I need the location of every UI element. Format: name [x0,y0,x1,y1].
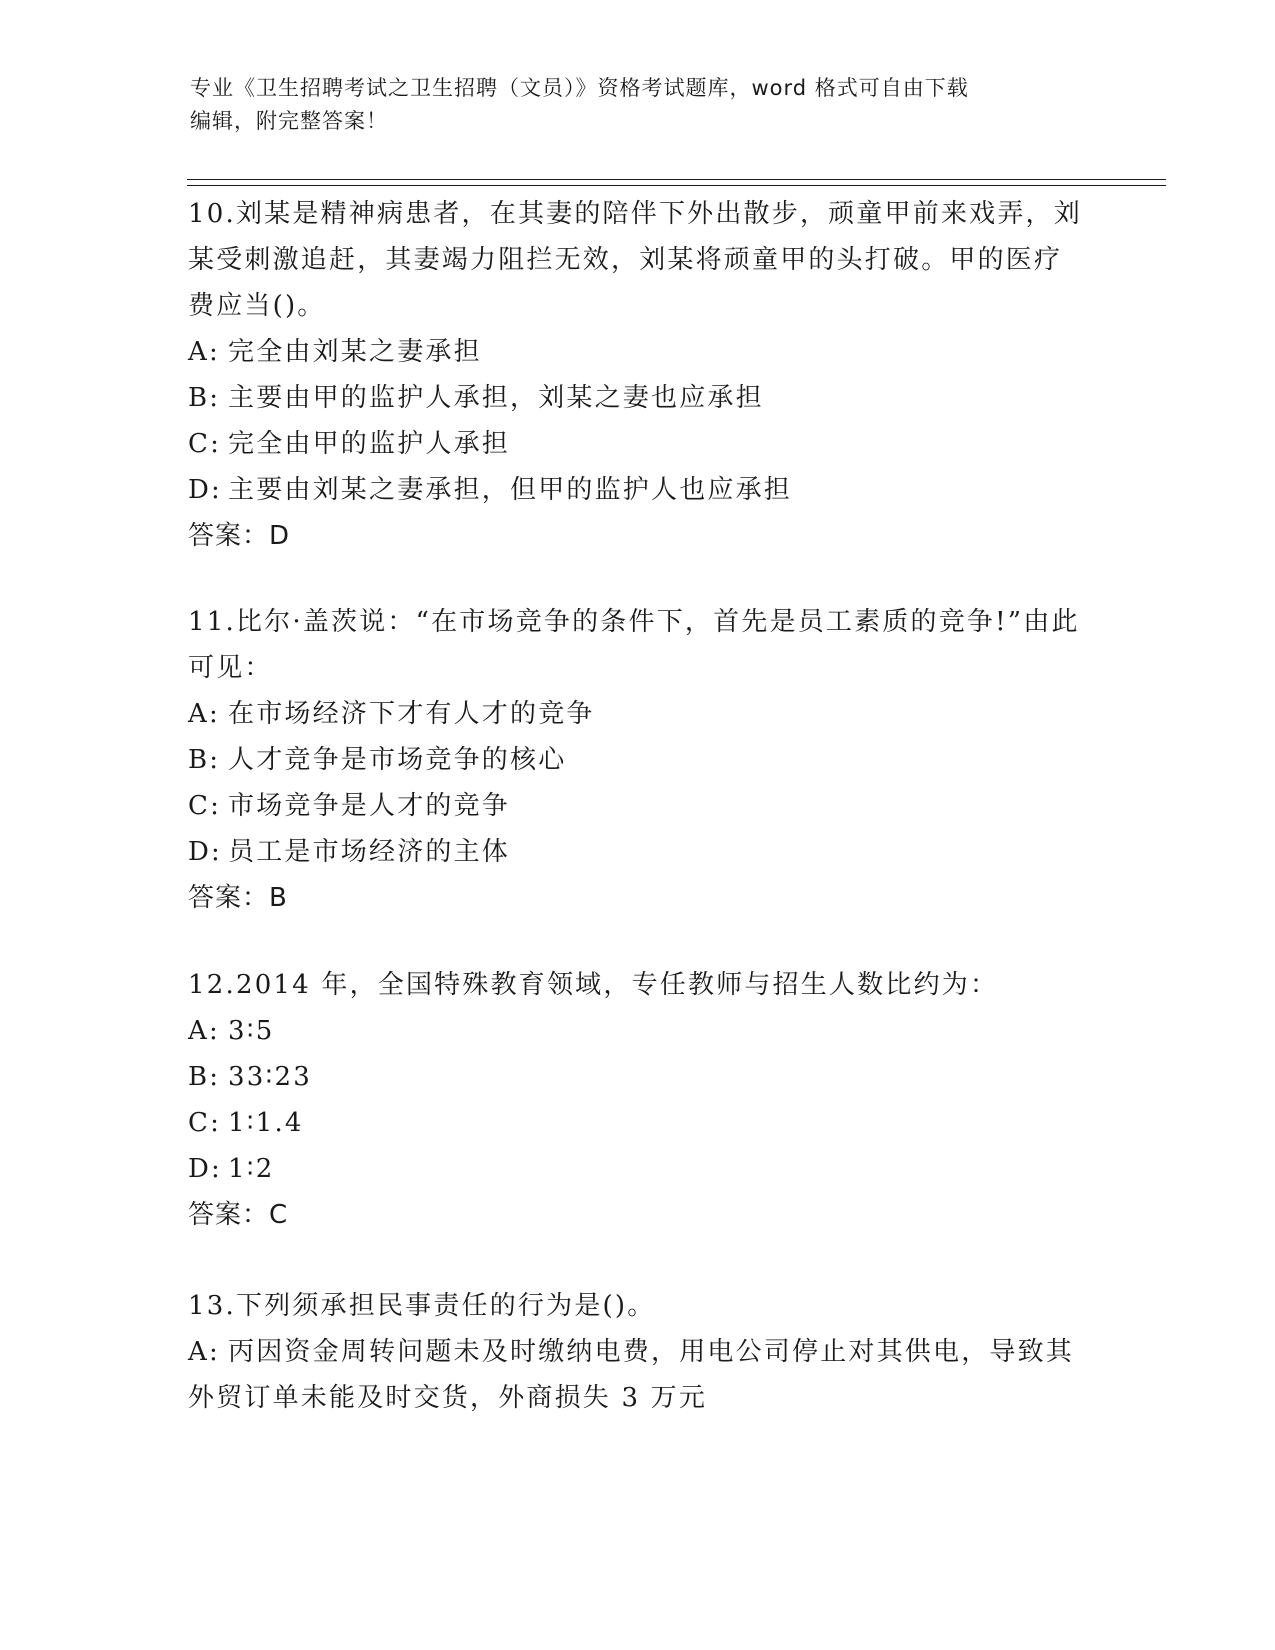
option-text: 在市场经济下才有人才的竞争 [228,699,595,729]
option-key: D: [188,475,223,505]
option-text: 主要由刘某之妻承担，但甲的监护人也应承担 [228,475,793,505]
question-stem: 11.比尔·盖茨说：“在市场竞争的条件下，首先是员工素质的竞争!”由此可见： [188,607,1080,683]
document-header [190,72,1090,138]
question-10 [188,191,1088,559]
question-stem: 12.2014 年，全国特殊教育领域，专任教师与招生人数比约为： [188,970,999,1000]
option-a [188,1008,1088,1054]
answer-line: 答案：C [188,1200,289,1230]
option-text: 完全由刘某之妻承担 [228,337,482,367]
option-text: 主要由甲的监护人承担，刘某之妻也应承担 [228,383,764,413]
option-key: A: [188,699,220,729]
option-key: D: [188,837,223,867]
option-key: B: [188,1062,221,1092]
option-text: 1∶2 [228,1154,275,1184]
option-key: D: [188,1154,223,1184]
header-divider-top [187,179,1166,180]
option-a [188,329,1088,375]
option-key: C: [188,1108,222,1138]
question-stem: 10.刘某是精神病患者，在其妻的陪伴下外出散步，顽童甲前来戏弄，刘某受刺激追赶，其妻竭力阻拦无效，刘某将顽童甲的头打破。甲的医疗费应当()。 [188,199,1082,321]
answer-line: 答案：D [188,521,291,551]
option-key: B: [188,745,221,775]
question-12 [188,962,1088,1238]
option-text: 1∶1.4 [228,1108,304,1138]
option-d [188,1146,1088,1192]
option-b [188,737,1088,783]
question-13 [188,1283,1088,1421]
option-c [188,1100,1088,1146]
header-divider-bottom [187,185,1166,186]
option-d [188,467,1088,513]
option-key: A: [188,337,220,367]
option-text: 丙因资金周转问题未及时缴纳电费，用电公司停止对其供电，导致其外贸订单未能及时交货，外商损失 3 万元 [188,1337,1075,1413]
option-key: B: [188,383,221,413]
header-line-1: 专业《卫生招聘考试之卫生招聘（文员）》资格考试题库，word 格式可自由下载 [190,76,969,100]
option-c [188,783,1088,829]
option-key: A: [188,1016,220,1046]
option-text: 员工是市场经济的主体 [228,837,511,867]
option-text: 市场竞争是人才的竞争 [228,791,511,821]
option-text: 完全由甲的监护人承担 [228,429,511,459]
option-a [188,691,1088,737]
option-key: C: [188,791,222,821]
header-line-2: 编辑，附完整答案！ [190,109,388,133]
option-key: C: [188,429,222,459]
answer-line: 答案：B [188,883,288,913]
option-text: 3∶5 [228,1016,275,1046]
option-a [188,1329,1088,1421]
option-c [188,421,1088,467]
option-key: A: [188,1337,220,1367]
option-text: 33∶23 [228,1062,312,1092]
question-stem: 13.下列须承担民事责任的行为是()。 [188,1291,656,1321]
option-d [188,829,1088,875]
option-b [188,1054,1088,1100]
question-11 [188,599,1088,921]
option-b [188,375,1088,421]
option-text: 人才竞争是市场竞争的核心 [228,745,567,775]
